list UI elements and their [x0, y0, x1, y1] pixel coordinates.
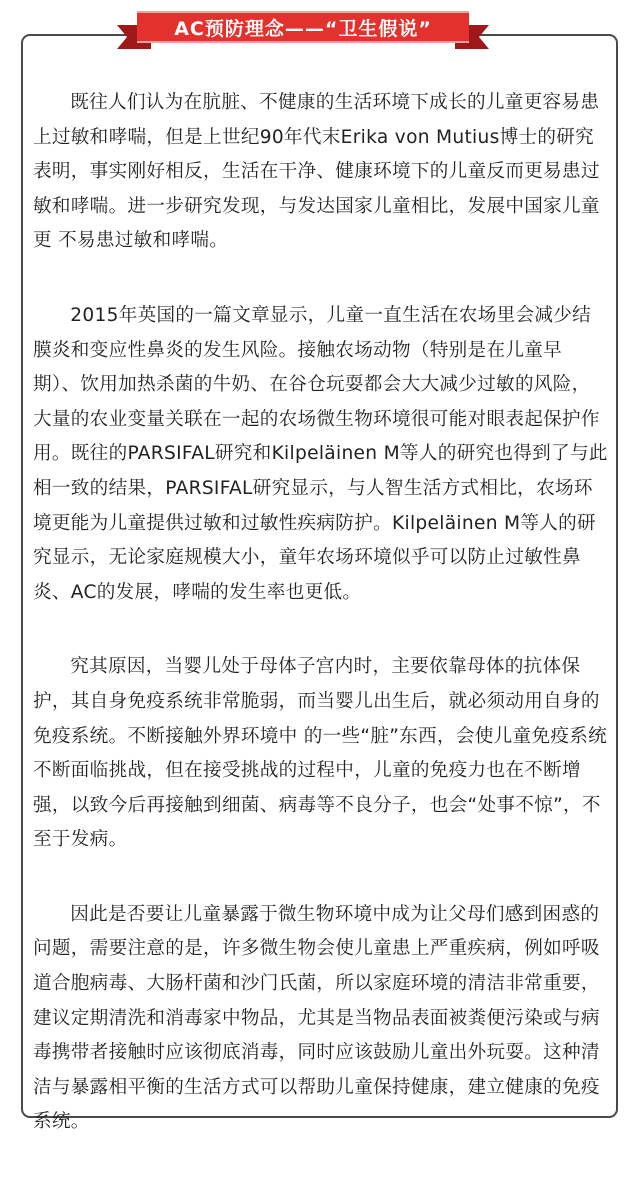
- banner-ribbon: [137, 11, 469, 43]
- page-title: AC预防理念——“卫生假说”: [174, 17, 432, 40]
- article-body: [33, 86, 608, 1180]
- title-banner: [117, 9, 489, 49]
- paragraph-2: 2015年英国的一篇文章显示，儿童一直生活在农场里会减少结膜炎和变应性鼻炎的发生风险。接触农场动物（特别是在儿童早期）、饮用加热杀菌的牛奶、在谷仓玩耍都会大大减少过敏的风险，大量的农业变量关联在一起的农场微生物环境很可能对眼表起保护作用。既往的PARSIFAL研究和Kilpeläinen M等人的研究也得到了与此相一致的结果，PARSIFAL研究显示，与人智生活方式相比，农场环境更能为儿童提供过敏和过敏性疾病防护。Kilpeläinen M等人的研究显示，无论家庭规模大小，童年农场环境似乎可以防止过敏性鼻炎、AC的发展，哮喘的发生率也更低。: [33, 304, 608, 603]
- paragraph-3: 究其原因，当婴儿处于母体子宫内时，主要依靠母体的抗体保护，其自身免疫系统非常脆弱，而当婴儿出生后，就必须动用自身的免疫系统。不断接触外界环境中 的一些“脏”东西，会使儿童免疫系统不断面临挑战，但在接受挑战的过程中，儿童的免疫力也在不断增强，以致今后再接触到细菌、病毒等不良分子，也会“处事不惊”，不至于发病。: [33, 656, 607, 851]
- paragraph-1: 既往人们认为在肮脏、不健康的生活环境下成长的儿童更容易患上过敏和哮喘，但是上世纪90年代末Erika von Mutius博士的研究表明，事实刚好相反，生活在干净、健康环境下的儿童反而更易患过敏和哮喘。进一步研究发现，与发达国家儿童相比，发展中国家儿童更 不易患过敏和哮喘。: [33, 92, 600, 252]
- paragraph-4: 因此是否要让儿童暴露于微生物环境中成为让父母们感到困惑的问题，需要注意的是，许多微生物会使儿童患上严重疾病，例如呼吸道合胞病毒、大肠杆菌和沙门氏菌，所以家庭环境的清洁非常重要，建议定期清洗和消毒家中物品，尤其是当物品表面被粪便污染或与病毒携带者接触时应该彻底消毒，同时应该鼓励儿童出外玩耍。这种清洁与暴露相平衡的生活方式可以帮助儿童保持健康，建立健康的免疫系统。: [33, 903, 600, 1133]
